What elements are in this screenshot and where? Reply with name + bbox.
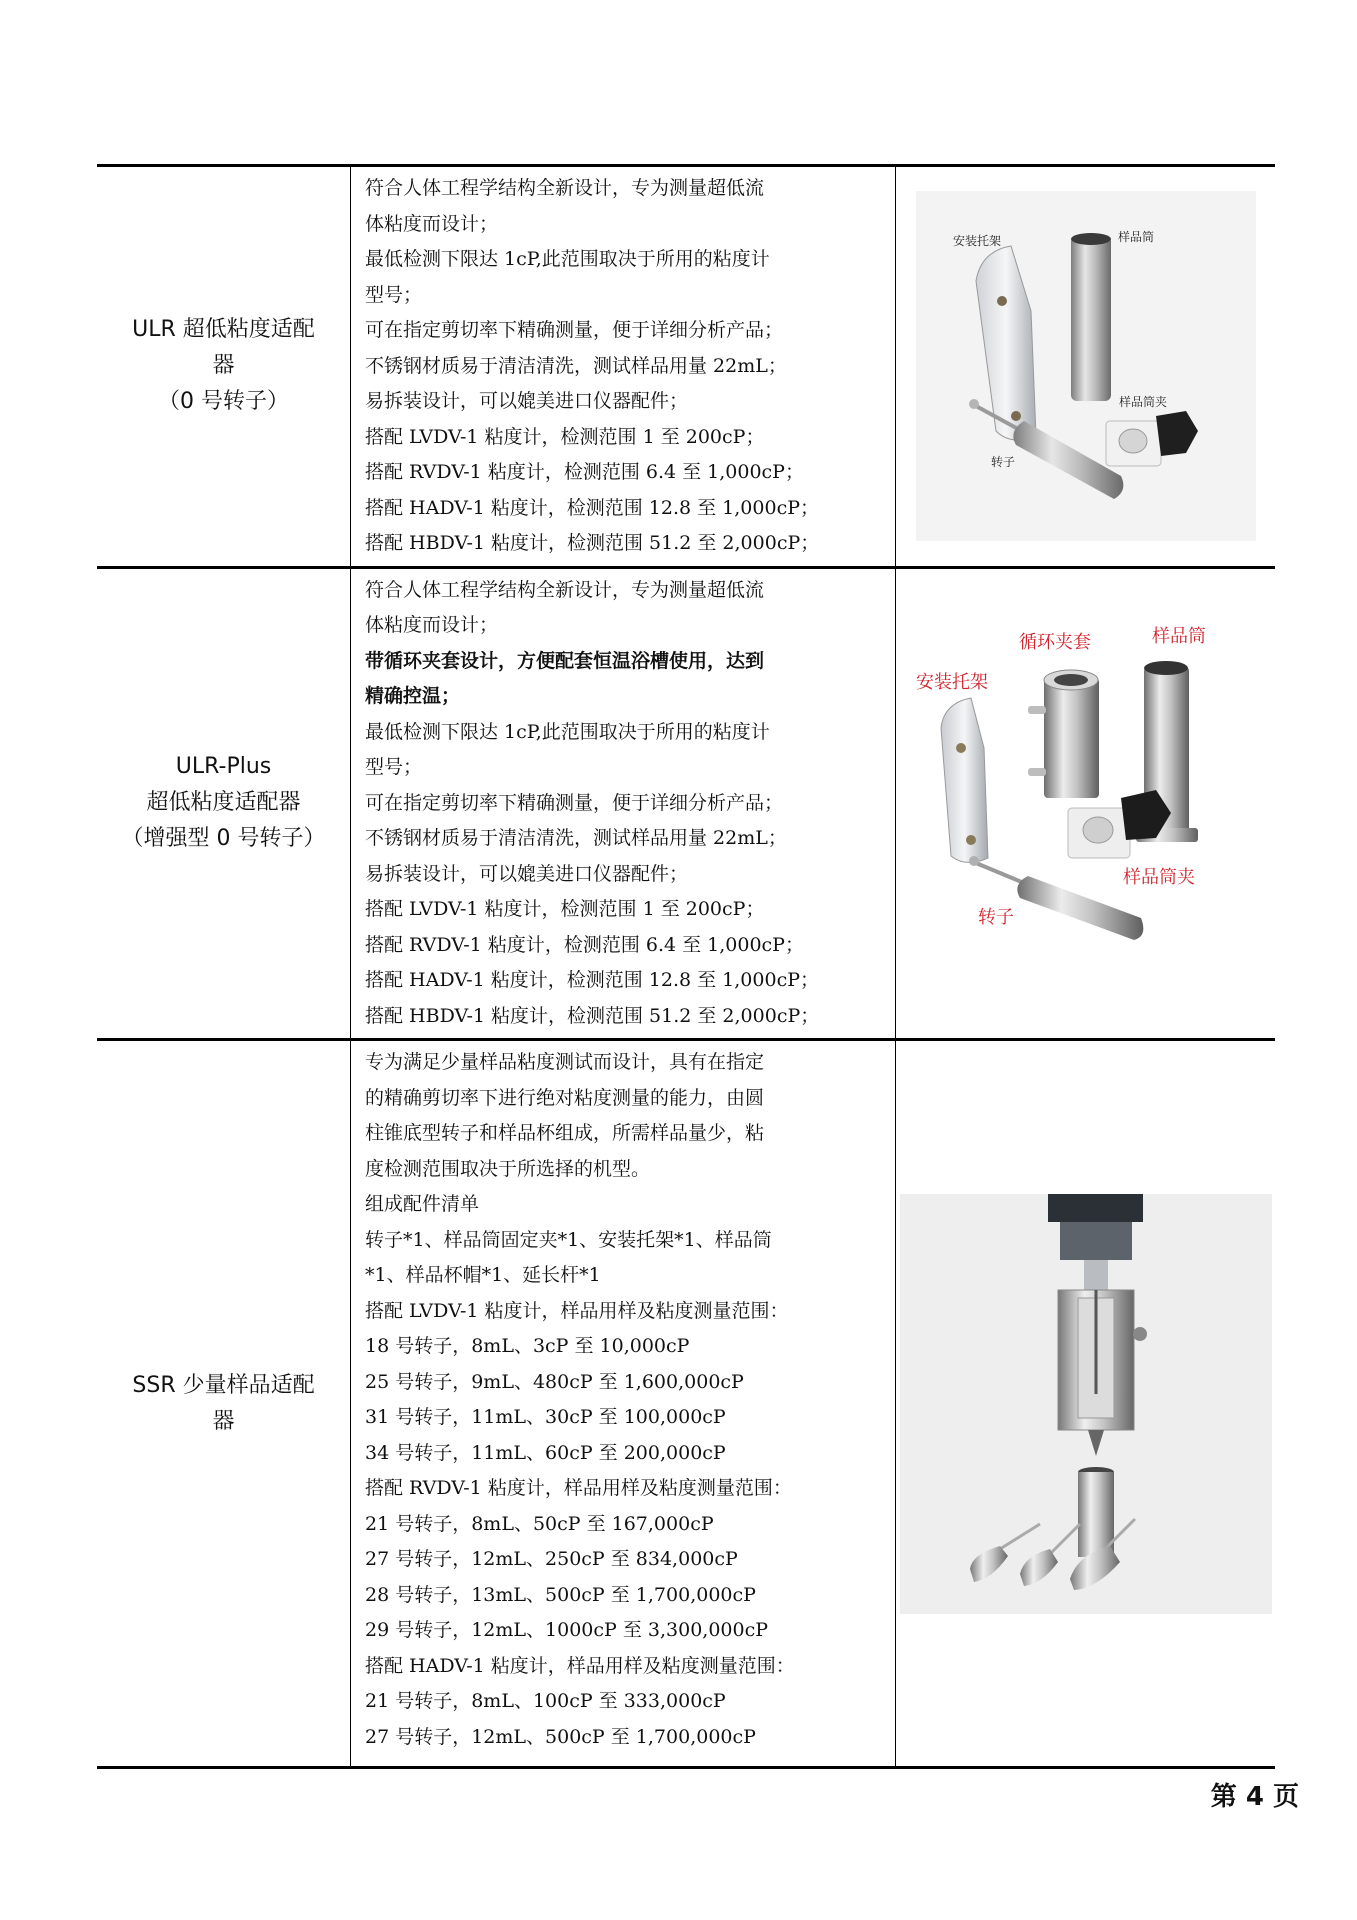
desc-line: 搭配 LVDV-1 粘度计，检测范围 1 至 200cP； — [365, 898, 765, 920]
desc-line: 18 号转子，8mL、3cP 至 10,000cP — [365, 1335, 690, 1357]
desc-line: 搭配 RVDV-1 粘度计，样品用样及粘度测量范围： — [365, 1477, 792, 1499]
desc-line: 搭配 LVDV-1 粘度计，检测范围 1 至 200cP； — [365, 425, 765, 448]
name-line: 器 — [212, 353, 235, 379]
table-row-ulr-plus — [97, 567, 1275, 1040]
page-number: 第 4 页 — [1210, 1782, 1299, 1812]
desc-line: 不锈钢材质易于清洁清洗，测试样品用量 22mL； — [365, 354, 787, 377]
desc-line-bold: 精确控温； — [365, 685, 461, 707]
label-cylinder: 样品筒 — [1151, 626, 1206, 648]
desc-line: 最低检测下限达 1cP,此范围取决于所用的粘度计 — [365, 248, 770, 270]
desc-line: 搭配 HBDV-1 粘度计，检测范围 51.2 至 2,000cP； — [365, 1004, 820, 1027]
label-cylinder: 样品筒 — [1117, 230, 1154, 245]
name-line: （增强型 0 号转子） — [121, 826, 326, 852]
name-line: （0 号转子） — [158, 389, 289, 415]
description-cell — [351, 567, 896, 1040]
desc-line: 可在指定剪切率下精确测量，便于详细分析产品； — [365, 791, 784, 814]
desc-line: 搭配 HADV-1 粘度计，检测范围 12.8 至 1,000cP； — [365, 969, 819, 991]
desc-line: 易拆装设计，可以媲美进口仪器配件； — [365, 862, 689, 885]
desc-line: 21 号转子，8mL、50cP 至 167,000cP — [365, 1512, 714, 1535]
desc-line: 搭配 HBDV-1 粘度计，检测范围 51.2 至 2,000cP； — [365, 532, 820, 554]
product-name — [97, 1368, 350, 1440]
product-name-cell — [97, 1040, 351, 1768]
desc-line-bold: 带循环夹套设计，方便配套恒温浴槽使用，达到 — [365, 649, 765, 672]
image-cell — [896, 166, 1276, 568]
description-cell — [351, 1040, 896, 1768]
desc-line: 29 号转子，12mL、1000cP 至 3,300,000cP — [365, 1619, 769, 1641]
name-line: ULR 超低粘度适配 — [132, 317, 315, 343]
desc-line: 的精确剪切率下进行绝对粘度测量的能力，由圆 — [365, 1086, 765, 1109]
desc-line: 不锈钢材质易于清洁清洗，测试样品用量 22mL； — [365, 827, 787, 849]
desc-line: 度检测范围取决于所选择的机型。 — [365, 1157, 651, 1180]
name-line: 超低粘度适配器 — [146, 790, 301, 816]
label-clamp: 样品筒夹 — [1118, 395, 1167, 410]
desc-line: 专为满足少量样品粘度测试而设计，具有在指定 — [365, 1051, 765, 1073]
name-line: SSR 少量样品适配 — [132, 1372, 315, 1398]
desc-line: 搭配 HADV-1 粘度计，检测范围 12.8 至 1,000cP； — [365, 496, 819, 519]
description — [351, 167, 895, 566]
desc-line: 体粘度而设计； — [365, 614, 499, 636]
desc-line: 型号； — [365, 283, 423, 306]
image-cell — [896, 1040, 1276, 1768]
desc-line: 34 号转子，11mL、60cP 至 200,000cP — [365, 1441, 726, 1464]
desc-line: 符合人体工程学结构全新设计，专为测量超低流 — [365, 578, 765, 601]
description — [351, 1041, 895, 1759]
desc-line: 搭配 RVDV-1 粘度计，检测范围 6.4 至 1,000cP； — [365, 461, 804, 483]
product-name-cell — [97, 567, 351, 1040]
desc-line: 搭配 LVDV-1 粘度计，样品用样及粘度测量范围： — [365, 1299, 789, 1322]
ulr-plus-adapter-photo — [916, 618, 1256, 988]
label-jacket: 循环夹套 — [1018, 632, 1091, 654]
desc-line: 体粘度而设计； — [365, 212, 499, 235]
desc-line: 31 号转子，11mL、30cP 至 100,000cP — [365, 1406, 726, 1428]
table-row-ulr — [97, 166, 1275, 568]
desc-line: 25 号转子，9mL、480cP 至 1,600,000cP — [365, 1370, 744, 1393]
desc-line: 27 号转子，12mL、250cP 至 834,000cP — [365, 1548, 738, 1570]
ssr-adapter-photo — [900, 1194, 1272, 1614]
image-cell — [896, 567, 1276, 1040]
desc-line: 搭配 HADV-1 粘度计，样品用样及粘度测量范围： — [365, 1654, 795, 1677]
desc-line: 最低检测下限达 1cP,此范围取决于所用的粘度计 — [365, 720, 770, 743]
ulr-adapter-photo — [916, 191, 1256, 541]
desc-line: 搭配 RVDV-1 粘度计，检测范围 6.4 至 1,000cP； — [365, 933, 804, 956]
name-line: ULR-Plus — [175, 754, 272, 780]
product-name — [97, 312, 350, 420]
desc-line: 转子*1、样品筒固定夹*1、安装托架*1、样品筒 — [365, 1228, 772, 1251]
desc-line: 可在指定剪切率下精确测量，便于详细分析产品； — [365, 319, 784, 341]
desc-line: 符合人体工程学结构全新设计，专为测量超低流 — [365, 177, 765, 199]
product-name-cell — [97, 166, 351, 568]
product-name — [97, 749, 350, 857]
description-cell — [351, 166, 896, 568]
desc-line: 组成配件清单 — [365, 1193, 480, 1215]
label-spindle: 转子 — [990, 455, 1015, 470]
label-bracket: 安装托架 — [952, 234, 1001, 249]
label-spindle: 转子 — [977, 907, 1014, 929]
desc-line: 柱锥底型转子和样品杯组成，所需样品量少，粘 — [365, 1122, 765, 1144]
product-table — [97, 164, 1275, 1769]
desc-line: *1、样品杯帽*1、延长杆*1 — [365, 1264, 601, 1286]
desc-line: 21 号转子，8mL、100cP 至 333,000cP — [365, 1690, 726, 1712]
desc-line: 易拆装设计，可以媲美进口仪器配件； — [365, 390, 689, 412]
name-line: 器 — [212, 1408, 235, 1434]
desc-line: 型号； — [365, 756, 423, 778]
description — [351, 569, 895, 1039]
desc-line: 28 号转子，13mL、500cP 至 1,700,000cP — [365, 1583, 756, 1606]
table-row-ssr — [97, 1040, 1275, 1768]
desc-line: 27 号转子，12mL、500cP 至 1,700,000cP — [365, 1725, 756, 1748]
label-bracket: 安装托架 — [915, 672, 988, 694]
label-clamp: 样品筒夹 — [1122, 867, 1195, 889]
